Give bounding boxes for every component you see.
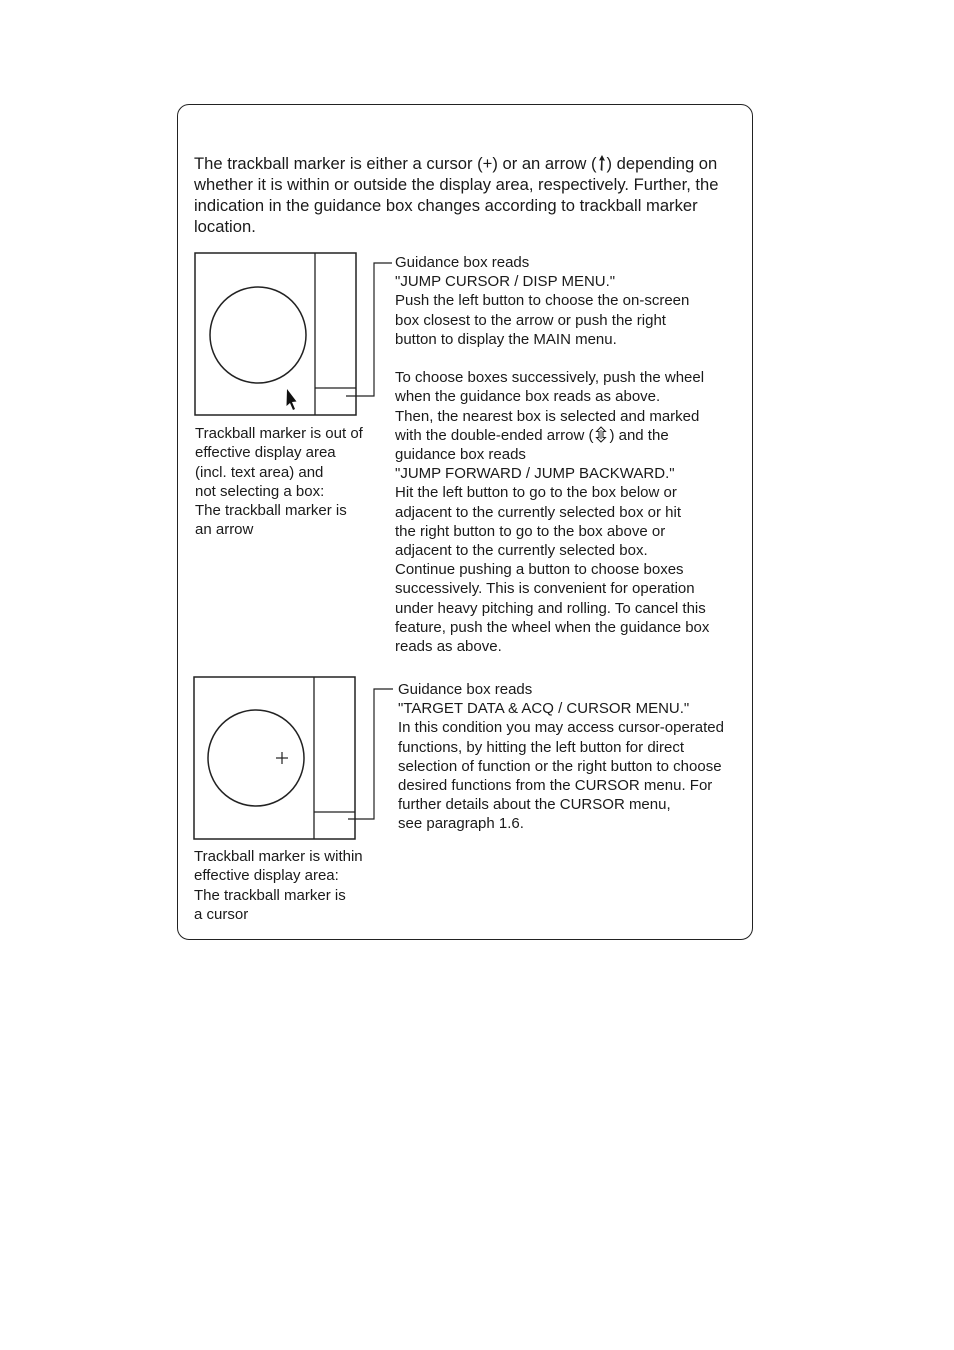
guidance-line: Push the left button to choose the on-screen (395, 292, 690, 310)
guidance-line: Continue pushing a button to choose boxes (395, 561, 684, 579)
guidance-line: "JUMP CURSOR / DISP MENU." (395, 273, 616, 291)
guidance-line: Then, the nearest box is selected and marked (395, 407, 700, 425)
north-arrow-icon (597, 154, 607, 172)
cursor-plus-icon (276, 752, 288, 764)
arrow-state-caption: Trackball marker is out of effective display area (incl. text area) and not selecting a box: The trackball marker is an arrow (195, 425, 363, 539)
cursor-leader-line (346, 687, 396, 823)
cursor-guidance-text (398, 680, 748, 834)
guidance-line: "TARGET DATA & ACQ / CURSOR MENU." (398, 700, 690, 718)
double-ended-arrow-icon (593, 426, 609, 443)
guidance-line: Guidance box reads (395, 254, 530, 271)
intro-text-before: The trackball marker is either a cursor (+) or an arrow ( (194, 154, 597, 173)
guidance-line-with-icon (395, 426, 740, 445)
radar-circle (208, 710, 304, 806)
cursor-state-caption: Trackball marker is within effective display area: The trackball marker is a cursor (194, 848, 363, 923)
guidance-line: Guidance box reads (398, 681, 533, 698)
guidance-line: further details about the CURSOR menu, (398, 796, 671, 814)
guidance-line: when the guidance box reads as above. (395, 388, 661, 406)
guidance-line: guidance box reads (395, 446, 526, 464)
guidance-line: "JUMP FORWARD / JUMP BACKWARD." (395, 465, 675, 483)
radar-circle (210, 287, 306, 383)
guidance-line: Hit the left button to go to the box below or (395, 484, 677, 502)
guidance-line: successively. This is convenient for operation (395, 580, 695, 598)
guidance-line: see paragraph 1.6. (398, 815, 524, 833)
guidance-line: To choose boxes successively, push the wheel (395, 369, 705, 387)
display-outline (195, 253, 356, 415)
guidance-line: functions, by hitting the left button for direct (398, 738, 684, 756)
guidance-line: under heavy pitching and rolling. To cancel this (395, 599, 706, 617)
guidance-line: desired functions from the CURSOR menu. For (398, 777, 713, 795)
guidance-line: In this condition you may access cursor-operated (398, 719, 724, 737)
guidance-line: the right button to go to the box above or (395, 522, 666, 540)
intro-paragraph (194, 153, 739, 237)
guidance-line: reads as above. (395, 638, 502, 656)
arrow-state-display-diagram (194, 252, 358, 418)
guidance-line: feature, push the wheel when the guidance box (395, 618, 710, 636)
dbl-text-after: ) and the (609, 426, 669, 444)
cursor-state-display-diagram (193, 676, 357, 842)
display-outline (194, 677, 355, 839)
guidance-line: adjacent to the currently selected box or hit (395, 503, 681, 521)
arrow-guidance-text (395, 253, 740, 656)
guidance-line: adjacent to the currently selected box. (395, 542, 648, 560)
guidance-line: selection of function or the right button to choose (398, 757, 722, 775)
guidance-line: box closest to the arrow or push the right (395, 311, 666, 329)
paragraph-gap (395, 349, 740, 368)
dbl-text-before: with the double-ended arrow ( (395, 426, 594, 444)
arrow-leader-line (344, 261, 394, 401)
intro-text-after: ) depending on whether it is within or outside the display area, respectively. Further, the indication in the guidance box changes according to trackball marker location. (194, 154, 719, 236)
guidance-line: button to display the MAIN menu. (395, 330, 617, 348)
pointer-arrow-icon (287, 389, 297, 410)
